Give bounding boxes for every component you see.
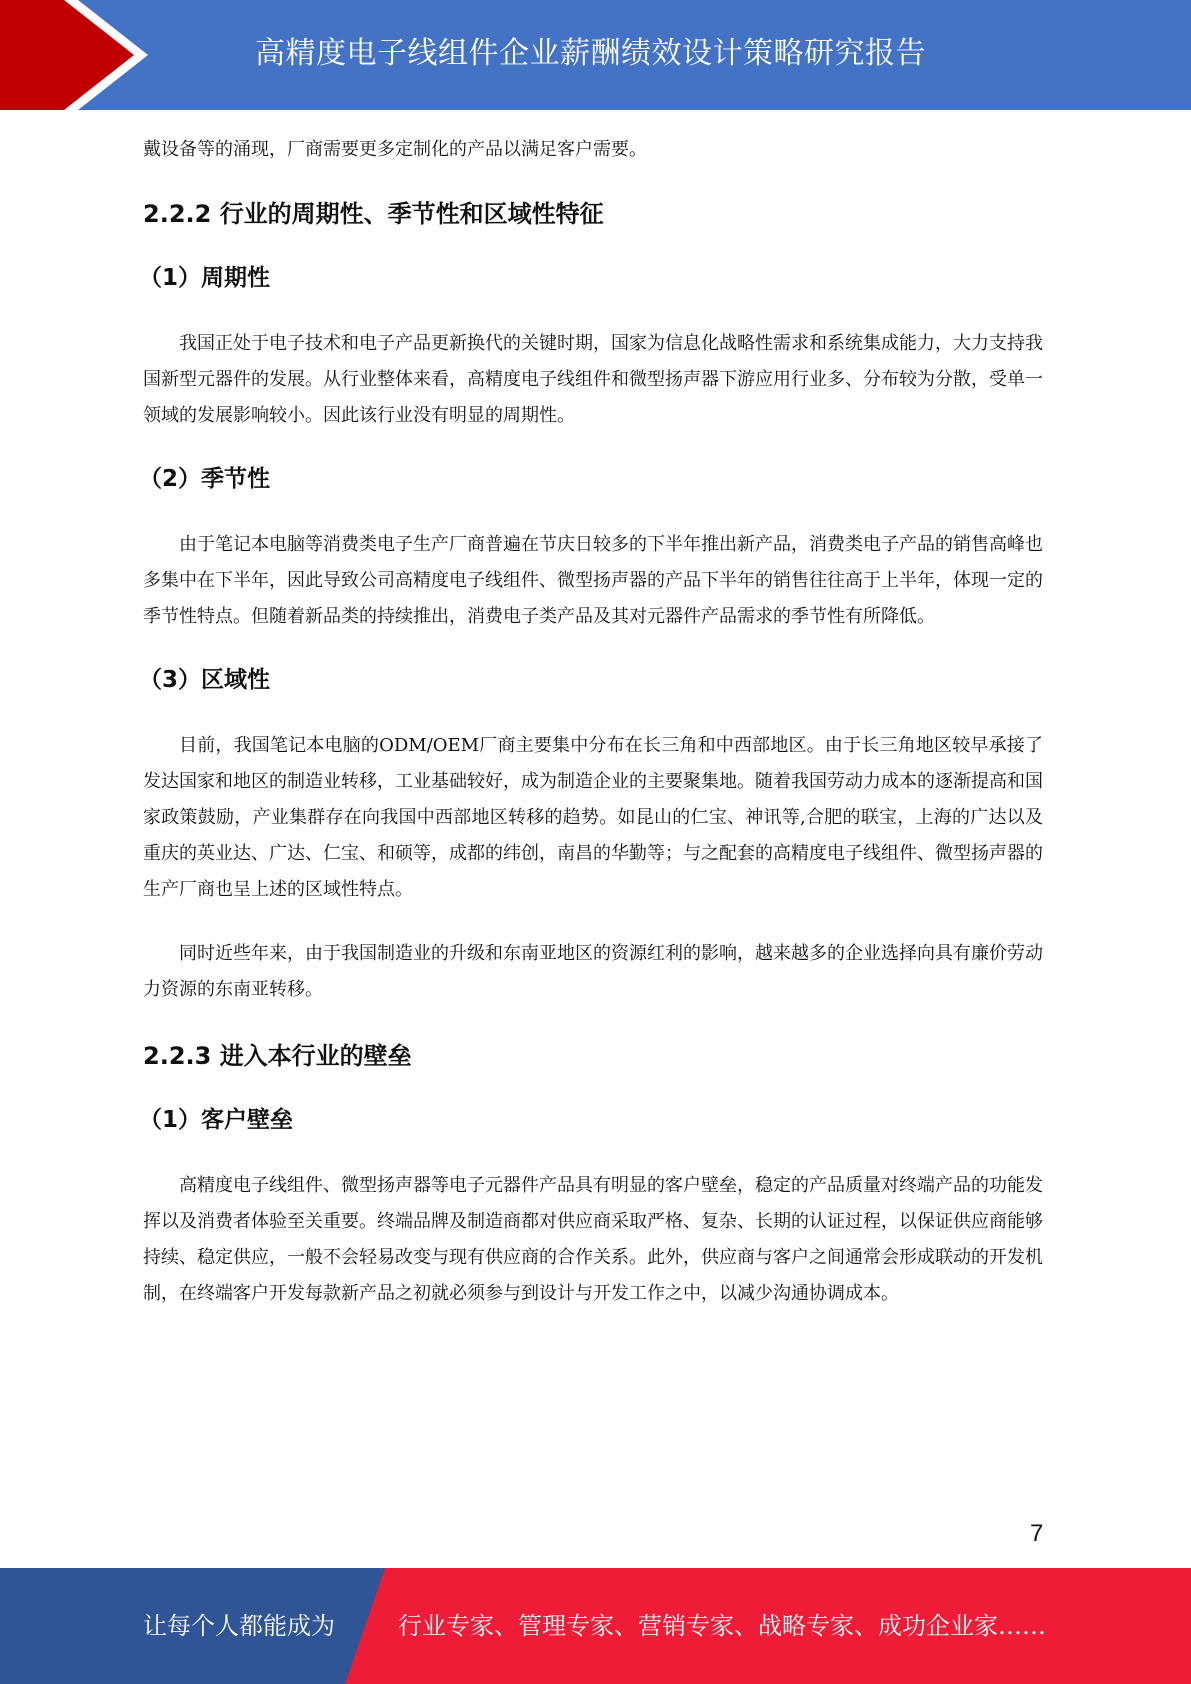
footer-slogan-left: 让每个人都能成为 (143, 1612, 335, 1640)
report-title: 高精度电子线组件企业薪酬绩效设计策略研究报告 (255, 36, 926, 71)
section-heading-2-2-3: 2.2.3 进入本行业的壁垒 (143, 1042, 412, 1070)
page-header (0, 0, 1191, 110)
page-body (139, 132, 1043, 1312)
paragraph: 由于笔记本电脑等消费类电子生产厂商普遍在节庆日较多的下半年推出新产品，消费类电子产品的销售高峰也多集中在下半年，因此导致公司高精度电子线组件、微型扬声器的产品下半年的销售往往高于上半年，体现一定的季节性特点。但随着新品类的持续推出，消费电子类产品及其对元器件产品需求的季节性有所降低。 (143, 534, 1043, 627)
subheading-cyclical: （1）周期性 (139, 265, 271, 291)
subheading-seasonal: （2）季节性 (139, 466, 271, 492)
subheading-regional: （3）区域性 (139, 667, 271, 693)
paragraph: 目前，我国笔记本电脑的ODM/OEM厂商主要集中分布在长三角和中西部地区。由于长三角地区较早承接了发达国家和地区的制造业转移，工业基础较好，成为制造企业的主要聚集地。随着我国劳动力成本的逐渐提高和国家政策鼓励，产业集群存在向我国中西部地区转移的趋势。如昆山的仁宝、神讯等,合肥的联宝，上海的广达以及重庆的英业达、广达、仁宝、和硕等，成都的纬创，南昌的华勤等；与之配套的高精度电子线组件、微型扬声器的生产厂商也呈上述的区域性特点。 (143, 735, 1043, 900)
page-number: 7 (1030, 1520, 1044, 1547)
paragraph: 我国正处于电子技术和电子产品更新换代的关键时期，国家为信息化战略性需求和系统集成能力，大力支持我国新型元器件的发展。从行业整体来看，高精度电子线组件和微型扬声器下游应用行业多、分布较为分散，受单一领域的发展影响较小。因此该行业没有明显的周期性。 (143, 333, 1043, 426)
paragraph: 同时近些年来，由于我国制造业的升级和东南亚地区的资源红利的影响，越来越多的企业选择向具有廉价劳动力资源的东南亚转移。 (143, 943, 1043, 1000)
paragraph: 高精度电子线组件、微型扬声器等电子元器件产品具有明显的客户壁垒，稳定的产品质量对终端产品的功能发挥以及消费者体验至关重要。终端品牌及制造商都对供应商采取严格、复杂、长期的认证过程，以保证供应商能够持续、稳定供应，一般不会轻易改变与现有供应商的合作关系。此外，供应商与客户之间通常会形成联动的开发机制，在终端客户开发每款新产品之初就必须参与到设计与开发工作之中，以减少沟通协调成本。 (143, 1175, 1043, 1304)
section-heading-2-2-2: 2.2.2 行业的周期性、季节性和区域性特征 (143, 200, 604, 228)
paragraph: 戴设备等的涌现，厂商需要更多定制化的产品以满足客户需要。 (143, 139, 647, 160)
header-arrow-decoration (0, 0, 160, 110)
page-footer (0, 1568, 1191, 1684)
subheading-customer-barrier: （1）客户壁垒 (139, 1107, 294, 1133)
footer-slogan-right: 行业专家、管理专家、营销专家、战略专家、成功企业家…… (398, 1612, 1046, 1640)
